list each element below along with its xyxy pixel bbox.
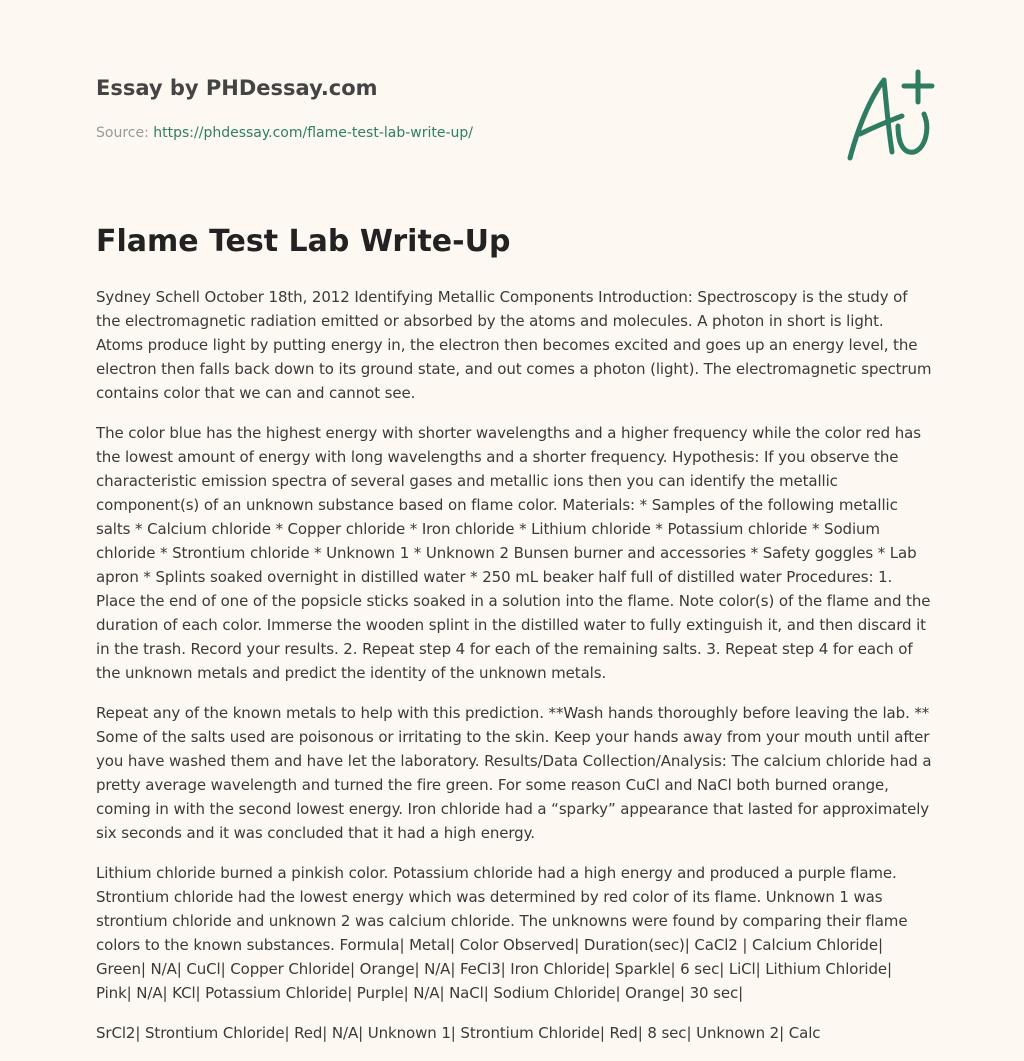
source-label: Source: [96, 125, 154, 141]
source-link[interactable]: https://phdessay.com/flame-test-lab-write-up/ [153, 125, 474, 141]
page-header [96, 0, 928, 200]
a-plus-logo-icon [832, 66, 940, 166]
paragraph: Sydney Schell October 18th, 2012 Identifying Metallic Components Introduction: Spectroscopy is the study of the electromagnetic radiation emitted or absorbed by the atoms and molecules. A photon in short is light. Atoms produce light by putting energy in, the electron then becomes excited and goes up an energy level, the electron then falls back down to its ground state, and out comes a photon (light). The electromagnetic spectrum contains color that we can and cannot see. [96, 288, 932, 402]
brand-title: Essay by PHDessay.com [96, 76, 378, 100]
article-body [96, 285, 932, 1061]
paragraph: The color blue has the highest energy with shorter wavelengths and a higher frequency while the color red has the lowest amount of energy with long wavelengths and a shorter frequency. Hypothesis: If you observe the characteristic emission spectra of several gases and metallic ions then you can identify the metallic component(s) of an unknown substance based on flame color. Materials: * Samples of the following metallic salts * Calcium chloride * Copper chloride * Iron chloride * Lithium chloride * Potassium chloride * Sodium chloride * Strontium chloride * Unknown 1 * Unknown 2 Bunsen burner and accessories * Safety goggles * Lab apron * Splints soaked overnight in distilled water * 250 mL beaker half full of distilled water Procedures: 1. Place the end of one of the popsicle sticks soaked in a solution into the flame. Note color(s) of the flame and the duration of each color. Immerse the wooden splint in the distilled water to fully extinguish it, and then discard it in the trash. Record your results. 2. Repeat step 4 for each of the remaining salts. 3. Repeat step 4 for each of the unknown metals and predict the identity of the unknown metals. [96, 424, 931, 682]
paragraph: Lithium chloride burned a pinkish color. Potassium chloride had a high energy and produced a purple flame. Strontium chloride had the lowest energy which was determined by red color of its flame. Unknown 1 was strontium chloride and unknown 2 was calcium chloride. The unknowns were found by comparing their flame colors to the known substances. Formula| Metal| Color Observed| Duration(sec)| CaCl2 | Calcium Chloride| Green| N/A| CuCl| Copper Chloride| Orange| N/A| FeCl3| Iron Chloride| Sparkle| 6 sec| LiCl| Lithium Chloride| Pink| N/A| KCl| Potassium Chloride| Purple| N/A| NaCl| Sodium Chloride| Orange| 30 sec| [96, 864, 908, 1002]
paragraph: SrCl2| Strontium Chloride| Red| N/A| Unknown 1| Strontium Chloride| Red| 8 sec| Unknown 2| Calc [96, 1024, 821, 1042]
source-line [96, 125, 473, 141]
paragraph: Repeat any of the known metals to help with this prediction. **Wash hands thoroughly before leaving the lab. ** Some of the salts used are poisonous or irritating to the skin. Keep your hands away from your mouth until after you have washed them and have let the laboratory. Results/Data Collection/Analysis: The calcium chloride had a pretty average wavelength and turned the fire green. For some reason CuCl and NaCl both burned orange, coming in with the second lowest energy. Iron chloride had a “sparky” appearance that lasted for approximately six seconds and it was concluded that it had a high energy. [96, 704, 932, 842]
article-title: Flame Test Lab Write-Up [96, 224, 511, 259]
